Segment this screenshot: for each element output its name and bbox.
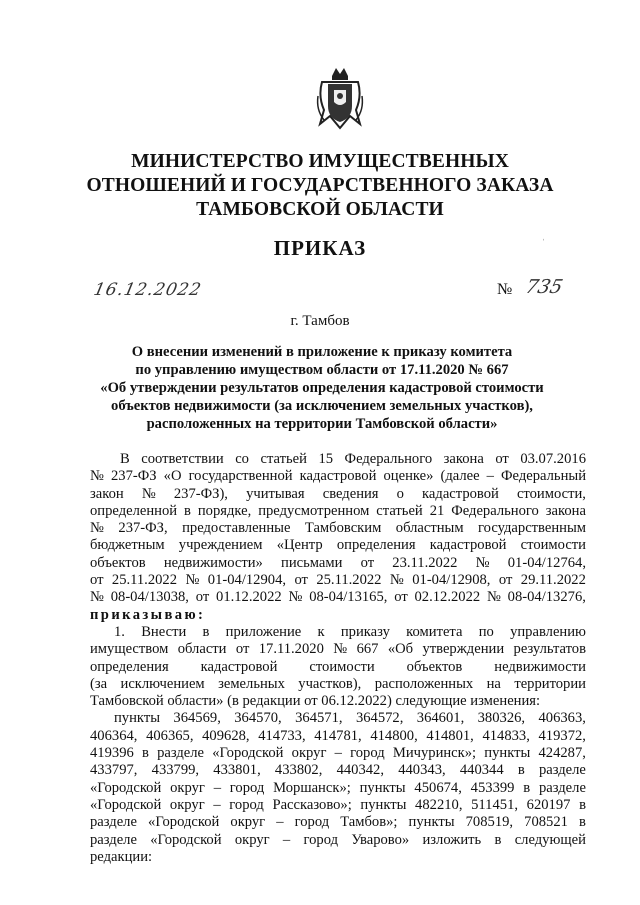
body-line: пункты 364569, 364570, 364571, 364572, 364601, 380326, 406363, bbox=[114, 710, 586, 727]
ministry-header bbox=[60, 150, 580, 222]
body-line: имуществом области от 17.11.2020 № 667 «Об утверждении результатов bbox=[90, 641, 586, 658]
body-line: определения кадастровой стоимости объектов недвижимости bbox=[90, 658, 586, 675]
handwritten-number: 735 bbox=[523, 276, 566, 298]
body-line: (за исключением земельных участков), расположенных на территории bbox=[90, 675, 586, 692]
body-line: В соответствии со статьей 15 Федерального закона от 03.07.2016 bbox=[120, 451, 586, 467]
order-body bbox=[90, 451, 586, 866]
title-line: расположенных на территории Тамбовской области» bbox=[146, 416, 498, 432]
handwritten-date: 16.12.2022 bbox=[91, 280, 204, 300]
city-line: г. Тамбов bbox=[290, 313, 350, 329]
number-sign: № bbox=[497, 281, 513, 298]
body-line: бюджетным учреждением «Центр определения кадастровой стоимости bbox=[90, 537, 586, 554]
body-line: «Городской округ – город Моршанск»; пункты 450674, 453399 в разделе bbox=[90, 779, 586, 796]
body-line: № 237-ФЗ, предоставленные Тамбовским областным государственным bbox=[90, 520, 586, 537]
body-line: № 237-ФЗ «О государственной кадастровой оценке» (далее – Федеральный bbox=[90, 468, 586, 485]
ministry-line-2: ОТНОШЕНИЙ И ГОСУДАРСТВЕННОГО ЗАКАЗА bbox=[86, 175, 554, 196]
coat-of-arms-emblem-icon bbox=[314, 66, 366, 136]
title-line: по управлению имуществом области от 17.11.2020 № 667 bbox=[135, 362, 509, 378]
body-line: от 25.11.2022 № 01-04/12904, от 25.11.2022 № 01-04/12908, от 29.11.2022 bbox=[90, 572, 586, 589]
body-line: разделе «Городской округ – город Тамбов»; пункты 708519, 708521 в bbox=[90, 814, 586, 831]
body-line: определенной в порядке, предусмотренном статьей 21 Федерального закона bbox=[90, 502, 586, 519]
body-line: объектов недвижимости» письмами от 23.11.2022 № 01-04/12764, bbox=[90, 554, 586, 571]
title-line: О внесении изменений в приложение к приказу комитета bbox=[131, 344, 513, 360]
body-line: закон № 237-ФЗ), учитывая сведения о кадастровой стоимости, bbox=[90, 485, 586, 502]
order-title bbox=[92, 343, 552, 433]
ministry-line-1: МИНИСТЕРСТВО ИМУЩЕСТВЕННЫХ bbox=[131, 151, 509, 172]
scan-mark: ˈ bbox=[542, 238, 546, 249]
document-type: ПРИКАЗ bbox=[273, 236, 367, 260]
body-line: № 08-04/13038, от 01.12.2022 № 08-04/13165, от 02.12.2022 № 08-04/13276, bbox=[90, 589, 586, 606]
body-line: редакции: bbox=[90, 848, 153, 865]
body-line: 406364, 406365, 409628, 414733, 414781, 414800, 414801, 414833, 419372, bbox=[90, 727, 586, 744]
ministry-line-3: ТАМБОВСКОЙ ОБЛАСТИ bbox=[196, 199, 444, 220]
body-line: 433797, 433799, 433801, 433802, 440342, 440343, 440344 в разделе bbox=[90, 762, 586, 779]
title-line: «Об утверждении результатов определения кадастровой стоимости bbox=[100, 380, 544, 396]
body-line: 419396 в разделе «Городской округ – город Мичуринск»; пункты 424287, bbox=[90, 745, 586, 762]
title-line: объектов недвижимости (за исключением земельных участков), bbox=[111, 398, 533, 414]
body-line: «Городской округ – город Рассказово»; пункты 482210, 511451, 620197 в bbox=[90, 796, 586, 813]
body-line: 1. Внести в приложение к приказу комитета по управлению bbox=[114, 623, 586, 640]
body-line-decree: приказываю: bbox=[90, 606, 206, 623]
body-line: разделе «Городской округ – город Уварово» изложить в следующей bbox=[90, 831, 586, 848]
body-line: Тамбовской области» (в редакции от 06.12.2022) следующие изменения: bbox=[90, 693, 541, 710]
